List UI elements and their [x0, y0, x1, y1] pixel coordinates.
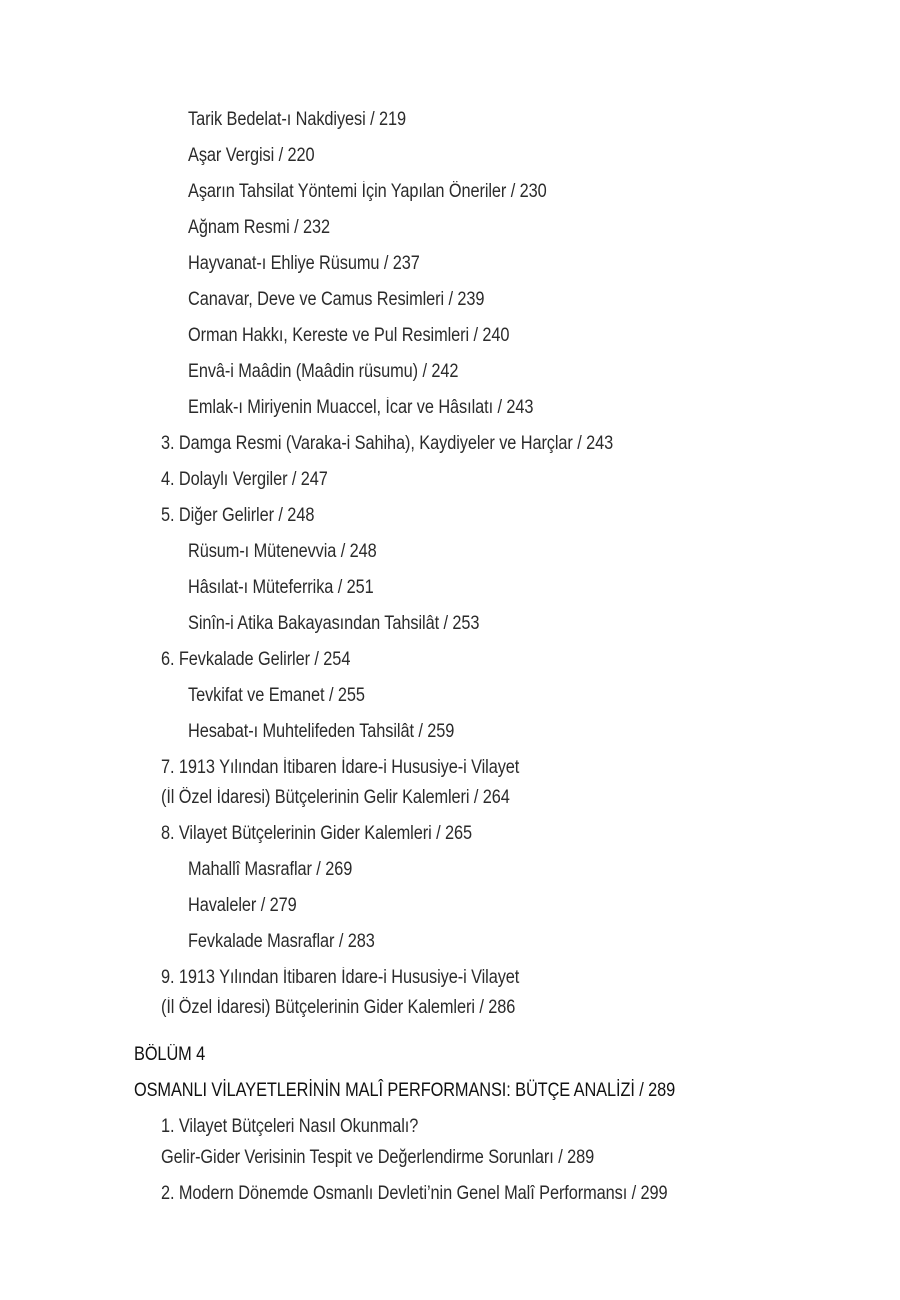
toc-section-continued: (İl Özel İdaresi) Bütçelerinin Gider Kalemleri / 286: [161, 997, 516, 1018]
toc-section: 5. Diğer Gelirler / 248: [161, 505, 315, 526]
toc-section: 8. Vilayet Bütçelerinin Gider Kalemleri / 265: [161, 823, 472, 844]
toc-section: 6. Fevkalade Gelirler / 254: [161, 649, 351, 670]
toc-entry: Sinîn-i Atika Bakayasından Tahsilât / 253: [188, 613, 480, 634]
toc-entry: Tarik Bedelat-ı Nakdiyesi / 219: [188, 109, 407, 130]
toc-entry: Canavar, Deve ve Camus Resimleri / 239: [188, 289, 485, 310]
toc-section-continued: Gelir-Gider Verisinin Tespit ve Değerlendirme Sorunları / 289: [161, 1147, 595, 1168]
toc-section: 9. 1913 Yılından İtibaren İdare-i Hususiye-i Vilayet: [161, 967, 520, 988]
toc-entry: Aşarın Tahsilat Yöntemi İçin Yapılan Öneriler / 230: [188, 181, 547, 202]
toc-entry: Emlak-ı Miriyenin Muaccel, İcar ve Hâsılatı / 243: [188, 397, 534, 418]
toc-entry: Hayvanat-ı Ehliye Rüsumu / 237: [188, 253, 420, 274]
toc-entry: Tevkifat ve Emanet / 255: [188, 685, 365, 706]
toc-section: 3. Damga Resmi (Varaka-i Sahiha), Kaydiyeler ve Harçlar / 243: [161, 433, 614, 454]
toc-entry: Havaleler / 279: [188, 895, 297, 916]
chapter-title: OSMANLI VİLAYETLERİNİN MALÎ PERFORMANSI: BÜTÇE ANALİZİ / 289: [134, 1080, 676, 1101]
toc-entry: Mahallî Masraflar / 269: [188, 859, 353, 880]
toc-entry: Rüsum-ı Mütenevvia / 248: [188, 541, 377, 562]
toc-entry: Aşar Vergisi / 220: [188, 145, 315, 166]
toc-section: 2. Modern Dönemde Osmanlı Devleti’nin Genel Malî Performansı / 299: [161, 1183, 668, 1204]
toc-entry: Ağnam Resmi / 232: [188, 217, 331, 238]
toc-entry: Orman Hakkı, Kereste ve Pul Resimleri / 240: [188, 325, 510, 346]
toc-entry: Hâsılat-ı Müteferrika / 251: [188, 577, 374, 598]
chapter-number: BÖLÜM 4: [134, 1044, 206, 1065]
toc-section: 4. Dolaylı Vergiler / 247: [161, 469, 328, 490]
toc-section: 7. 1913 Yılından İtibaren İdare-i Hususiye-i Vilayet: [161, 757, 520, 778]
toc-section-continued: (İl Özel İdaresi) Bütçelerinin Gelir Kalemleri / 264: [161, 787, 510, 808]
toc-entry: Fevkalade Masraflar / 283: [188, 931, 375, 952]
toc-entry: Hesabat-ı Muhtelifeden Tahsilât / 259: [188, 721, 455, 742]
toc-entry: Envâ-i Maâdin (Maâdin rüsumu) / 242: [188, 361, 459, 382]
toc-section: 1. Vilayet Bütçeleri Nasıl Okunmalı?: [161, 1116, 419, 1137]
